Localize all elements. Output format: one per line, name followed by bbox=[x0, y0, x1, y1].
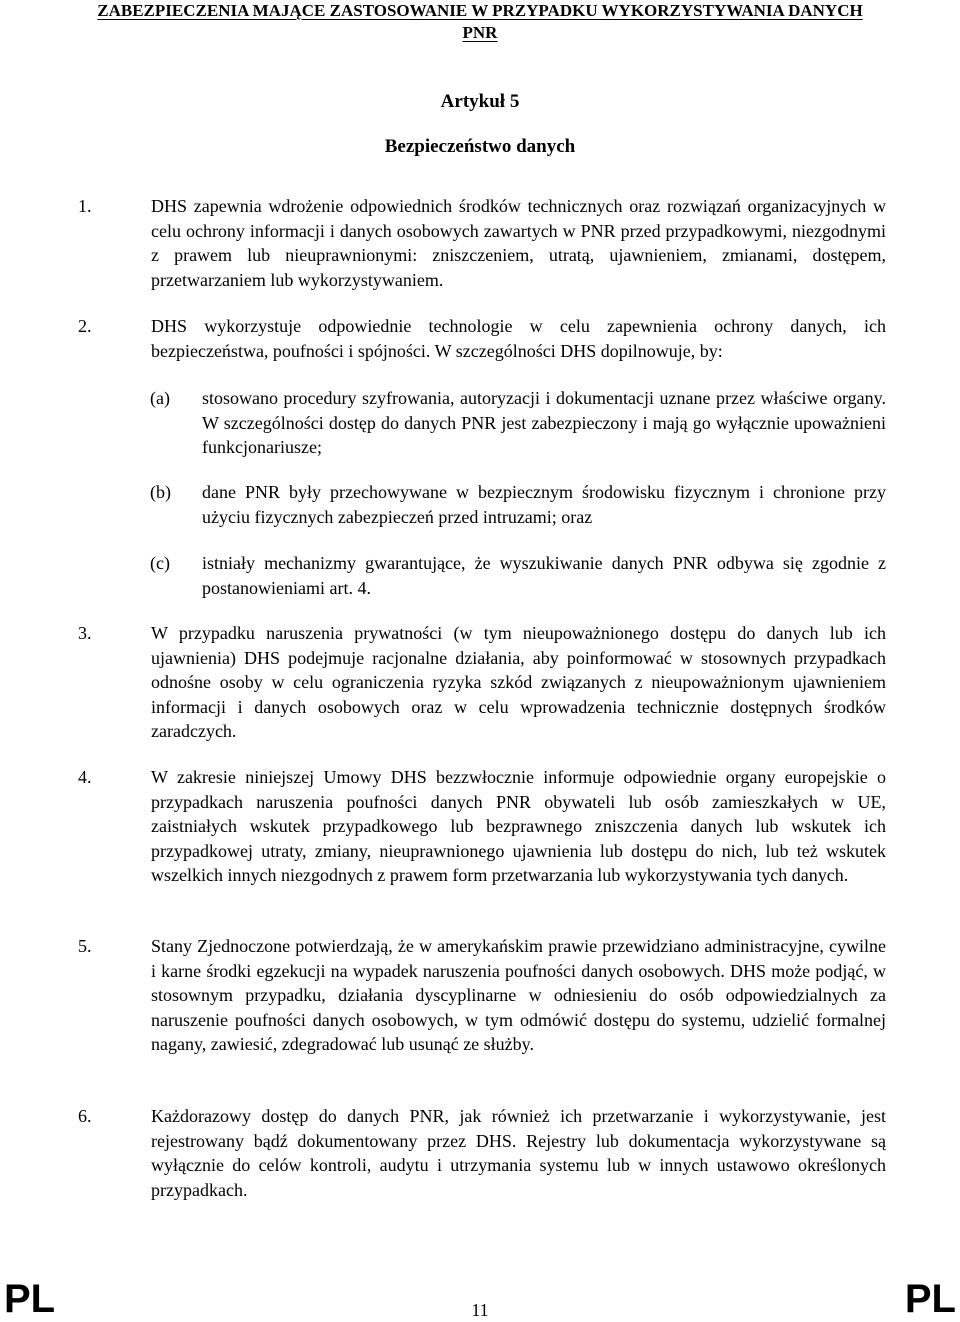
paragraph-text: W przypadku naruszenia prywatności (w tym nieupoważnionego dostępu do danych lub ich ujawnienia) DHS podejmuje racjonalne działania, aby poinformować w stosownych przypadkach odnośne osoby w celu ograniczenia ryzyka szkód związanych z nieupoważnionym ujawnieniem informacji i danych osobowych oraz w celu wprowadzenia technicznie dostępnych środków zaradczych. bbox=[151, 623, 886, 742]
subitem-text: istniały mechanizmy gwarantujące, że wyszukiwanie danych PNR odbywa się zgodnie z postanowieniami art. 4. bbox=[202, 553, 886, 598]
subitem-label: (a) bbox=[150, 388, 170, 408]
footer-language-right: PL bbox=[904, 1277, 956, 1321]
paragraph-number: 5. bbox=[78, 936, 92, 956]
paragraph-number: 6. bbox=[78, 1106, 92, 1126]
subitem-label: (c) bbox=[150, 553, 170, 573]
paragraph-number: 1. bbox=[78, 196, 92, 216]
paragraph-text: Każdorazowy dostęp do danych PNR, jak również ich przetwarzanie i wykorzystywanie, jest rejestrowany bądź dokumentowany przez DHS. Rejestry lub dokumentacja wykorzystywane są wyłącznie do celów kontroli, audytu i utrzymania systemu lub w innych ustawowo określonych przypadkach. bbox=[151, 1106, 886, 1200]
paragraph-number: 4. bbox=[78, 767, 92, 787]
paragraph-text: DHS wykorzystuje odpowiednie technologie w celu zapewnienia ochrony danych, ich bezpieczeństwa, poufności i spójności. W szczególności DHS dopilnowuje, by: bbox=[151, 316, 886, 361]
paragraph-number: 3. bbox=[78, 623, 92, 643]
article-number: Artykuł 5 bbox=[440, 91, 520, 112]
subitem-text: dane PNR były przechowywane w bezpiecznym środowisku fizycznym i chronione przy użyciu fizycznych zabezpieczeń przed intruzami; oraz bbox=[202, 482, 886, 527]
paragraph-text: Stany Zjednoczone potwierdzają, że w amerykańskim prawie przewidziano administracyjne, cywilne i karne środki egzekucji na wypadek naruszenia poufności danych osobowych. DHS może podjąć, w stosownym przypadku, działania dyscyplinarne w odniesieniu do osób odpowiedzialnych za naruszenie poufności danych osobowych, w tym odmówić dostępu do systemu, udzielić formalnej nagany, zawiesić, zdegradować lub usunąć ze służby. bbox=[151, 936, 886, 1055]
subitem-label: (b) bbox=[150, 482, 171, 502]
subitem-c bbox=[150, 551, 886, 600]
header-title-line2: PNR bbox=[462, 23, 498, 42]
footer-language-left: PL bbox=[4, 1277, 56, 1321]
subitem-text: stosowano procedury szyfrowania, autoryzacji i dokumentacji uznane przez właściwe organy. W szczególności dostęp do danych PNR jest zabezpieczony i mają go wyłącznie upoważnieni funkcjonariusze; bbox=[202, 388, 886, 458]
header-title-line1: ZABEZPIECZENIA MAJĄCE ZASTOSOWANIE W PRZYPADKU WYKORZYSTYWANIA DANYCH bbox=[97, 1, 863, 20]
subitem-a bbox=[150, 386, 886, 460]
paragraph-number: 2. bbox=[78, 316, 92, 336]
paragraph-text: DHS zapewnia wdrożenie odpowiednich środków technicznych oraz rozwiązań organizacyjnych w celu ochrony informacji i danych osobowych zawartych w PNR przed przypadkowymi, niezgodnymi z prawem lub nieuprawnionymi: zniszczeniem, utratą, ujawnieniem, zmianami, dostępem, przetwarzaniem lub wykorzystywaniem. bbox=[151, 196, 886, 290]
paragraph-5 bbox=[78, 934, 886, 1057]
paragraph-1 bbox=[78, 194, 886, 292]
subitem-b bbox=[150, 480, 886, 529]
page-number: 11 bbox=[471, 1300, 489, 1320]
paragraph-2 bbox=[78, 314, 886, 363]
paragraph-3 bbox=[78, 621, 886, 744]
paragraph-6 bbox=[78, 1104, 886, 1202]
paragraph-4 bbox=[78, 765, 886, 888]
document-header bbox=[80, 0, 880, 44]
article-title: Bezpieczeństwo danych bbox=[384, 136, 576, 157]
paragraph-text: W zakresie niniejszej Umowy DHS bezzwłocznie informuje odpowiednie organy europejskie o przypadkach naruszenia poufności danych PNR obywateli lub osób zamieszkałych w UE, zaistniałych wskutek przypadkowego lub bezprawnego zniszczenia danych lub wskutek ich przypadkowej utraty, zmiany, nieuprawnionego ujawnienia lub dostępu do nich, lub też wskutek wszelkich innych niezgodnych z prawem form przetwarzania lub wykorzystywania tych danych. bbox=[151, 767, 886, 886]
